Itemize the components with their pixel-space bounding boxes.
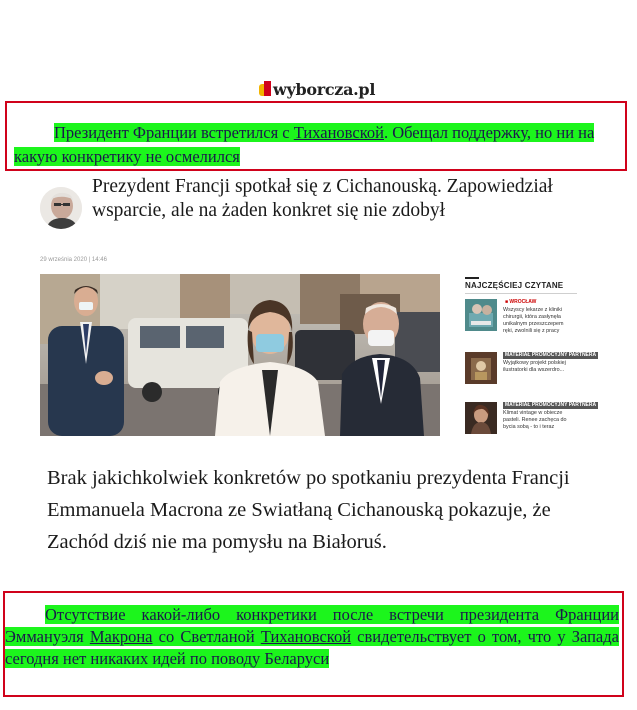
sidebar-title-accent — [465, 277, 479, 279]
logo-mark-icon — [259, 81, 271, 97]
logo-text: wyborcza.pl — [273, 79, 376, 99]
translation-link-macron: Макрона — [89, 627, 153, 646]
translation-lead-part-3: свидетельствует о том, что у Запада сегодня нет никаких идей по поводу Беларуси — [5, 627, 619, 668]
translation-link-tikhanovskaya: Тихановской — [260, 627, 352, 646]
translation-lead-part-1: Отсутствие какой-либо конкретики после встречи президента Франции Эммануэля — [5, 605, 619, 646]
sidebar-item-text: Wyjątkowy projekt polskiej ilustratorki dla wszerdro... — [503, 360, 566, 373]
sidebar-item-tag: ■ WROCŁAW — [505, 299, 537, 305]
article-photo-image — [40, 274, 440, 436]
translation-headline — [14, 121, 622, 169]
sidebar-item-text: Wszyscy lekarze z kliniki chirurgii, która zasłynęła unikalnym przeszczepem ręki, zwolnili się z pracy — [503, 307, 564, 334]
sidebar-item-tag: MATERIAŁ PROMOCYJNY PARTNERA — [505, 352, 597, 358]
author-avatar[interactable] — [40, 187, 82, 229]
article-photo — [40, 274, 440, 436]
article-headline[interactable]: Prezydent Francji spotkał się z Cichanouską. Zapowiedział wsparcie, ale na żaden konkret się nie zdobył — [92, 176, 553, 221]
article-date: 29 września 2020 | 14:46 — [40, 257, 107, 263]
wyborcza-logo[interactable] — [259, 78, 375, 100]
sidebar-thumbnail-illustration — [465, 352, 497, 384]
translation-link-name: Тихановской — [293, 123, 384, 142]
sidebar-thumbnail-vintage — [465, 402, 497, 434]
sidebar-divider — [465, 293, 577, 294]
sidebar-item-tag: MATERIAŁ PROMOCYJNY PARTNERA — [505, 402, 597, 408]
sidebar-thumbnail-surgery — [465, 299, 497, 331]
translation-lead — [5, 604, 619, 670]
translation-headline-start: Президент Франции встретился с — [54, 123, 294, 142]
translation-headline-end: . Обещал поддержку, но ни на какую конкретику не осмелился — [14, 123, 595, 166]
sidebar-item[interactable] — [465, 299, 577, 339]
article-lead: Brak jakichkolwiek konkretów po spotkaniu prezydenta Francji Emmanuela Macrona ze Swiatłaną Cichanouską pokazuje, że Zachód dziś nie ma pomysłu na Białoruś. — [47, 467, 570, 553]
sidebar-item[interactable] — [465, 402, 597, 442]
sidebar-item-text: Klimat vintage w obiecze pasteli. Renee zachęca do bycia sobą - to i teraz — [503, 410, 567, 430]
avatar-portrait-icon — [40, 187, 82, 229]
sidebar-item[interactable] — [465, 352, 597, 392]
sidebar-title: NAJCZĘŚCIEJ CZYTANE — [465, 281, 564, 290]
translation-lead-part-2: со Светланой — [152, 627, 261, 646]
